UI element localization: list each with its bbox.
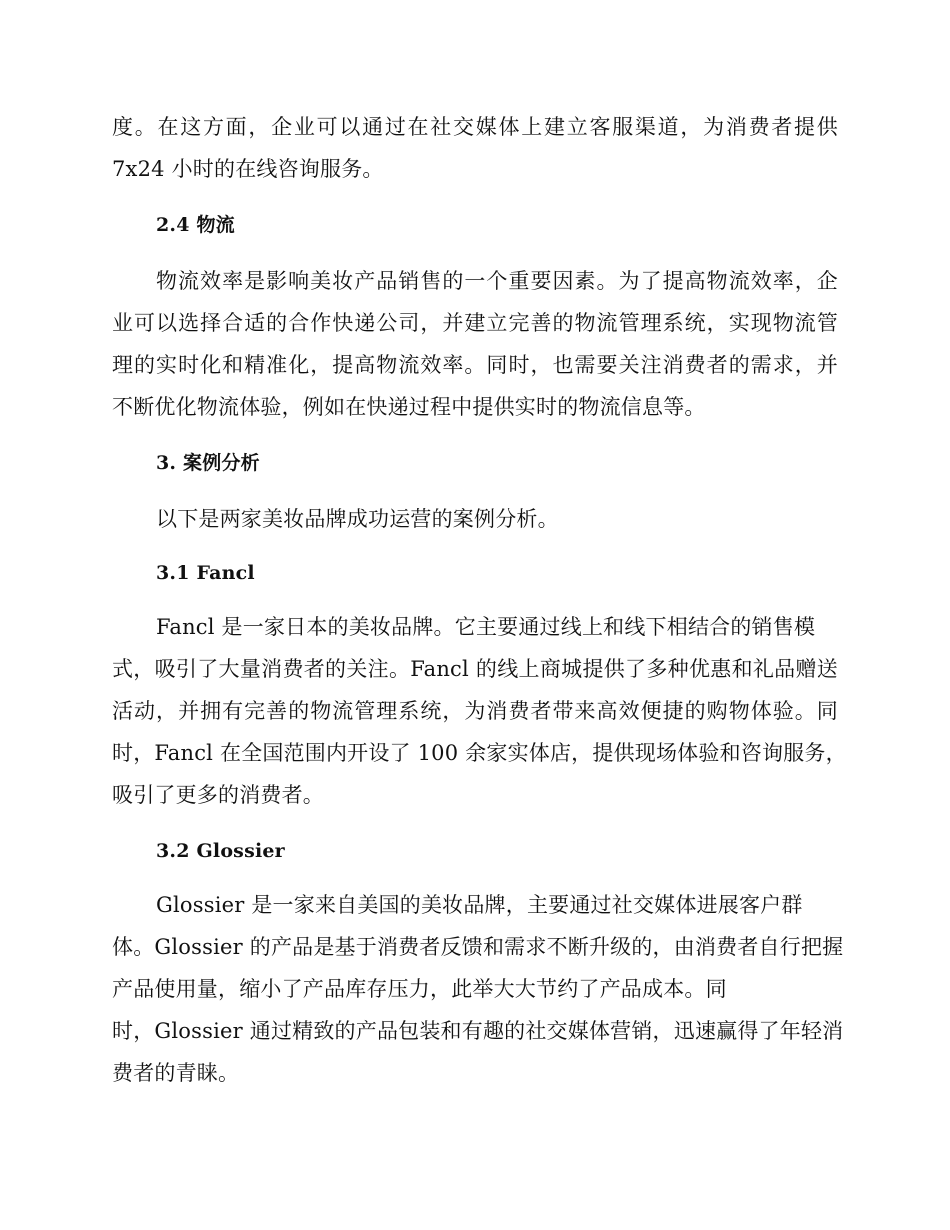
paragraph-line: 理的实时化和精准化，提高物流效率。同时，也需要关注消费者的需求，并 — [112, 353, 838, 377]
paragraph-line: Glossier 是一家来自美国的美妆品牌，主要通过社交媒体进展客户群 — [156, 893, 803, 917]
paragraph-line: Fancl 是一家日本的美妆品牌。它主要通过线上和线下相结合的销售模 — [156, 615, 816, 639]
paragraph-line: 活动，并拥有完善的物流管理系统，为消费者带来高效便捷的购物体验。同 — [112, 699, 838, 723]
paragraph-line: 业可以选择合适的合作快递公司，并建立完善的物流管理系统，实现物流管 — [112, 311, 838, 335]
paragraph-line: 以下是两家美妆品牌成功运营的案例分析。 — [156, 507, 559, 531]
paragraph-line: 式，吸引了大量消费者的关注。Fancl 的线上商城提供了多种优惠和礼品赠送 — [112, 657, 838, 681]
paragraph-line: 费者的青睐。 — [112, 1061, 240, 1085]
paragraph-line: 7x24 小时的在线咨询服务。 — [112, 157, 384, 181]
paragraph-line: 体。Glossier 的产品是基于消费者反馈和需求不断升级的，由消费者自行把握 — [112, 935, 844, 959]
paragraph-line: 产品使用量，缩小了产品库存压力，此举大大节约了产品成本。同 — [112, 977, 727, 1001]
paragraph-line: 度。在这方面，企业可以通过在社交媒体上建立客服渠道，为消费者提供 — [112, 115, 838, 139]
section-heading: 3.2 Glossier — [156, 840, 285, 862]
paragraph-line: 吸引了更多的消费者。 — [112, 783, 324, 807]
section-heading: 2.4 物流 — [156, 214, 235, 236]
paragraph-line: 物流效率是影响美妆产品销售的一个重要因素。为了提高物流效率，企 — [156, 269, 838, 293]
paragraph-line: 时，Glossier 通过精致的产品包装和有趣的社交媒体营销，迅速赢得了年轻消 — [112, 1019, 844, 1043]
section-heading: 3. 案例分析 — [156, 452, 260, 474]
section-heading: 3.1 Fancl — [156, 562, 255, 584]
paragraph-line: 时，Fancl 在全国范围内开设了 100 余家实体店，提供现场体验和咨询服务， — [112, 741, 847, 765]
paragraph-line: 不断优化物流体验，例如在快递过程中提供实时的物流信息等。 — [112, 395, 706, 419]
